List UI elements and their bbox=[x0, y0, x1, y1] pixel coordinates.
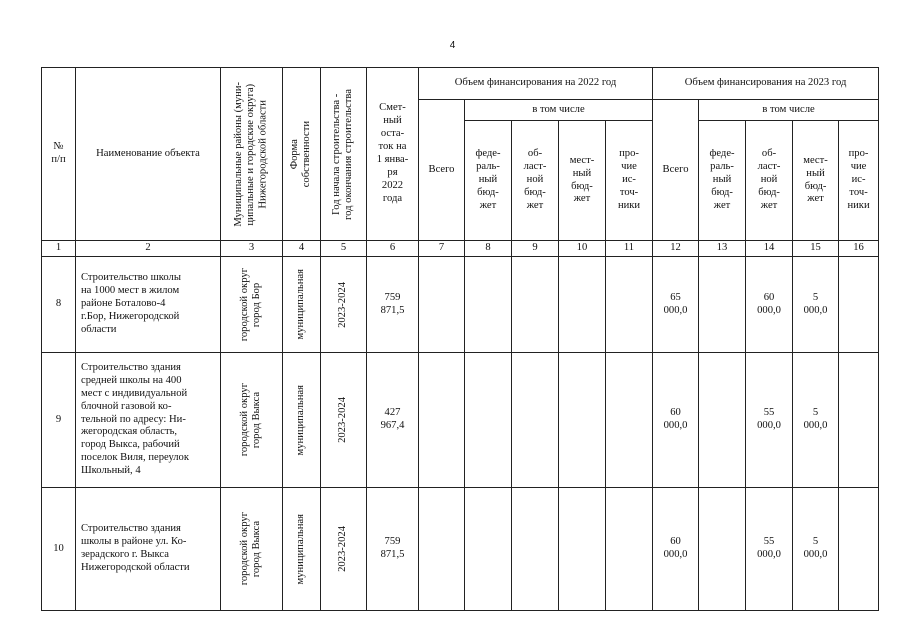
column-number: 16 bbox=[839, 241, 879, 257]
column-number: 9 bbox=[512, 241, 559, 257]
years: 2023-2024 bbox=[337, 281, 349, 328]
column-number: 1 bbox=[42, 241, 76, 257]
ownership-cell bbox=[283, 488, 321, 611]
ownership-cell bbox=[283, 353, 321, 488]
district: городской округ город Выкса bbox=[239, 512, 263, 586]
district: городской округ город Бор bbox=[239, 267, 263, 342]
regional-2023: 60 000,0 bbox=[746, 257, 793, 353]
column-number: 2 bbox=[76, 241, 221, 257]
local-2023: 5 000,0 bbox=[793, 488, 839, 611]
header-ownership-cell bbox=[283, 68, 321, 241]
federal-2022 bbox=[465, 353, 512, 488]
column-number: 10 bbox=[559, 241, 606, 257]
column-number: 7 bbox=[419, 241, 465, 257]
ownership: муниципальная bbox=[295, 384, 307, 456]
federal-2023 bbox=[699, 488, 746, 611]
page-number: 4 bbox=[449, 40, 456, 51]
column-number: 13 bbox=[699, 241, 746, 257]
column-number: 3 bbox=[221, 241, 283, 257]
header-regional-2022: об- ласт- ной бюд- жет bbox=[512, 121, 559, 241]
local-2023: 5 000,0 bbox=[793, 257, 839, 353]
row-num: 9 bbox=[42, 353, 76, 488]
object-name: Строительство здания школы в районе ул. Ко- зерадского г. Выкса Нижегородской области bbox=[76, 488, 221, 611]
column-number: 14 bbox=[746, 241, 793, 257]
column-number: 5 bbox=[321, 241, 367, 257]
row-num: 10 bbox=[42, 488, 76, 611]
column-number: 6 bbox=[367, 241, 419, 257]
local-2022 bbox=[559, 257, 606, 353]
header-including-2023: в том числе bbox=[699, 100, 879, 121]
header-total-2022: Всего bbox=[419, 100, 465, 241]
regional-2023: 55 000,0 bbox=[746, 488, 793, 611]
header-years: Год начала строительства - год окончания строительства bbox=[331, 88, 355, 220]
header-other-2022: про- чие ис- точ- ники bbox=[606, 121, 653, 241]
header-fin-2023: Объем финансирования на 2023 год bbox=[653, 68, 879, 100]
estimate: 759 871,5 bbox=[367, 257, 419, 353]
other-2022 bbox=[606, 353, 653, 488]
other-2023 bbox=[839, 257, 879, 353]
column-number: 8 bbox=[465, 241, 512, 257]
federal-2023 bbox=[699, 257, 746, 353]
table-row bbox=[42, 353, 879, 488]
header-local-2023: мест- ный бюд- жет bbox=[793, 121, 839, 241]
local-2023: 5 000,0 bbox=[793, 353, 839, 488]
header-other-2023: про- чие ис- точ- ники bbox=[839, 121, 879, 241]
header-local-2022: мест- ный бюд- жет bbox=[559, 121, 606, 241]
row-num: 8 bbox=[42, 257, 76, 353]
total-2022 bbox=[419, 257, 465, 353]
table-row bbox=[42, 488, 879, 611]
years-cell bbox=[321, 257, 367, 353]
total-2023: 60 000,0 bbox=[653, 488, 699, 611]
ownership: муниципальная bbox=[295, 269, 307, 340]
ownership: муниципальная bbox=[295, 513, 307, 585]
object-name: Строительство здания средней школы на 400 мест с индивидуальной блочной газовой ко- тельной по адресу: Ни- жегородская область, город Выкса, рабочий поселок Виля, переулок Школьный, 4 bbox=[76, 353, 221, 488]
header-regional-2023: об- ласт- ной бюд- жет bbox=[746, 121, 793, 241]
total-2022 bbox=[419, 353, 465, 488]
total-2022 bbox=[419, 488, 465, 611]
table-row bbox=[42, 257, 879, 353]
other-2022 bbox=[606, 257, 653, 353]
header-num: № п/п bbox=[42, 68, 76, 241]
header-federal-2022: феде- раль- ный бюд- жет bbox=[465, 121, 512, 241]
column-number: 4 bbox=[283, 241, 321, 257]
years-cell bbox=[321, 488, 367, 611]
other-2022 bbox=[606, 488, 653, 611]
district-cell bbox=[221, 353, 283, 488]
other-2023 bbox=[839, 353, 879, 488]
column-number: 15 bbox=[793, 241, 839, 257]
header-years-cell bbox=[321, 68, 367, 241]
regional-2022 bbox=[512, 353, 559, 488]
estimate: 427 967,4 bbox=[367, 353, 419, 488]
district-cell bbox=[221, 257, 283, 353]
district: городской округ город Выкса bbox=[239, 383, 263, 457]
object-name: Строительство школы на 1000 мест в жилом районе Боталово-4 г.Бор, Нижегородской области bbox=[76, 257, 221, 353]
years: 2023-2024 bbox=[337, 526, 349, 572]
total-2023: 60 000,0 bbox=[653, 353, 699, 488]
years: 2023-2024 bbox=[337, 397, 349, 443]
federal-2022 bbox=[465, 488, 512, 611]
header-total-2023: Всего bbox=[653, 100, 699, 241]
federal-2023 bbox=[699, 353, 746, 488]
header-federal-2023: феде- раль- ный бюд- жет bbox=[699, 121, 746, 241]
local-2022 bbox=[559, 488, 606, 611]
years-cell bbox=[321, 353, 367, 488]
header-ownership: Форма собственности bbox=[289, 120, 313, 188]
district-cell bbox=[221, 488, 283, 611]
total-2023: 65 000,0 bbox=[653, 257, 699, 353]
column-number-row bbox=[42, 241, 879, 257]
other-2023 bbox=[839, 488, 879, 611]
ownership-cell bbox=[283, 257, 321, 353]
column-number: 12 bbox=[653, 241, 699, 257]
regional-2023: 55 000,0 bbox=[746, 353, 793, 488]
regional-2022 bbox=[512, 257, 559, 353]
header-district: Муниципальные районы (муни- ципальные и городские округа) Нижегородской области bbox=[233, 81, 269, 227]
header-fin-2022: Объем финансирования на 2022 год bbox=[419, 68, 653, 100]
column-number: 11 bbox=[606, 241, 653, 257]
header-district-cell bbox=[221, 68, 283, 241]
financing-table bbox=[41, 67, 879, 611]
regional-2022 bbox=[512, 488, 559, 611]
local-2022 bbox=[559, 353, 606, 488]
estimate: 759 871,5 bbox=[367, 488, 419, 611]
header-including-2022: в том числе bbox=[465, 100, 653, 121]
header-name: Наименование объекта bbox=[76, 68, 221, 241]
federal-2022 bbox=[465, 257, 512, 353]
header-estimate: Смет- ный оста- ток на 1 янва- ря 2022 года bbox=[367, 68, 419, 241]
